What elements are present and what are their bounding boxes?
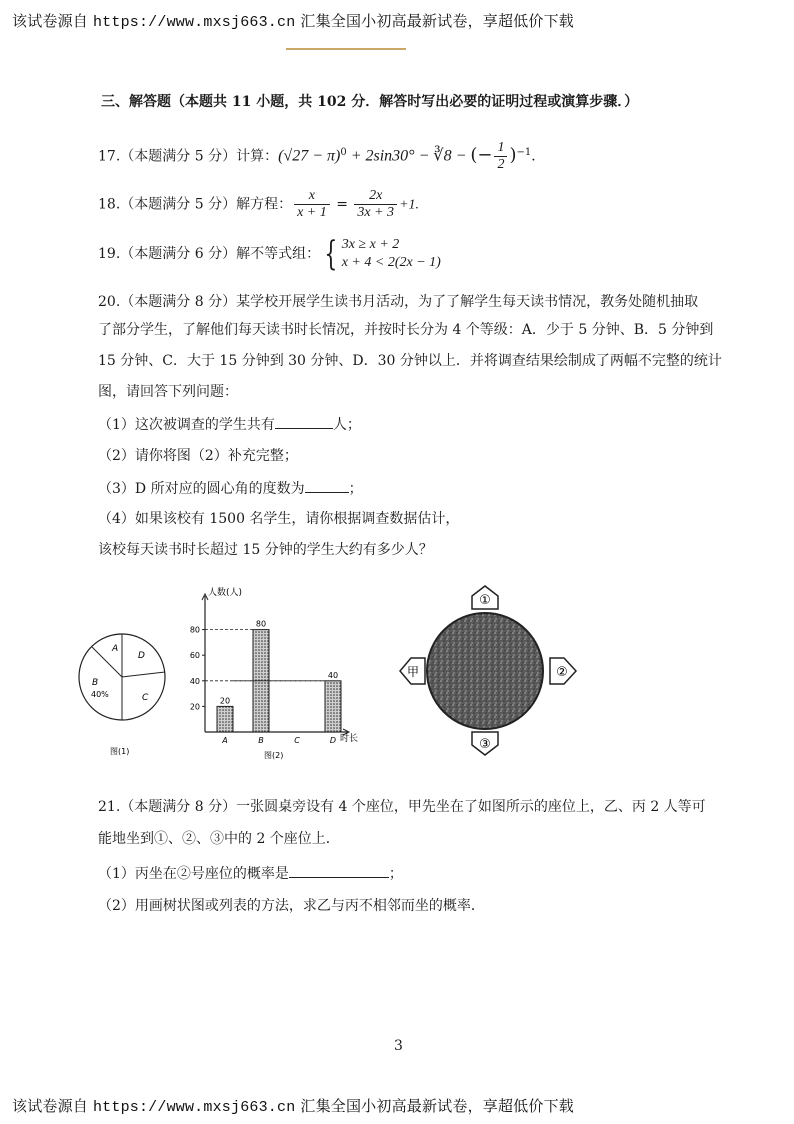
q18-tail: +1. bbox=[399, 197, 420, 213]
source-banner-bottom bbox=[12, 1095, 574, 1116]
pie-caption: 图(1) bbox=[110, 747, 130, 756]
q19-label: 19.（本题满分 6 分）解不等式组： bbox=[98, 246, 321, 262]
pie-label-a: A bbox=[112, 644, 119, 654]
seat-2-label: ② bbox=[556, 665, 568, 680]
system-brace-icon: { bbox=[324, 234, 338, 274]
banner-url[interactable]: https://www.mxsj663.cn bbox=[92, 14, 296, 31]
banner-prefix: 该试卷源自 bbox=[12, 12, 93, 30]
q20-sub4: （4）如果该校有 1500 名学生，请你根据调查数据估计， bbox=[98, 511, 460, 527]
bar-y-axis-label: 人数(人) bbox=[208, 588, 243, 598]
bar-y-tick-label: 80 bbox=[189, 625, 200, 635]
q17-frac-num: 1 bbox=[494, 140, 507, 157]
q18-lhs-fraction bbox=[294, 188, 330, 221]
q20-sub4b: 该校每天读书时长超过 15 分钟的学生大约有多少人？ bbox=[98, 542, 433, 558]
answer-blank[interactable] bbox=[275, 414, 333, 429]
q17-frac-den: 2 bbox=[497, 157, 505, 172]
bar-category-label: A bbox=[222, 736, 228, 745]
q19-system bbox=[342, 236, 441, 272]
section-header: 三、解答题（本题共 11 小题，共 102 分．解答时写出必要的证明过程或演算步骤．） bbox=[101, 94, 639, 110]
question-19 bbox=[98, 236, 441, 272]
q21-sub1 bbox=[98, 863, 403, 884]
q20-sub1-text: （1）这次被调查的学生共有 bbox=[98, 417, 275, 433]
bar-x-axis-label: 时长 bbox=[340, 734, 359, 744]
banner-url[interactable]: https://www.mxsj663.cn bbox=[92, 1099, 296, 1116]
q18-lhs-den: x + 1 bbox=[297, 205, 327, 220]
q17-label: 17.（本题满分 5 分）计算： bbox=[98, 148, 279, 165]
page-number: 3 bbox=[394, 1038, 403, 1054]
round-table bbox=[427, 613, 543, 729]
answer-blank[interactable] bbox=[305, 478, 349, 493]
pie-label-d: D bbox=[138, 651, 145, 661]
q20-sub2: （2）请你将图（2）补充完整； bbox=[98, 448, 298, 464]
bar-category-label: C bbox=[294, 736, 300, 745]
q21-line2: 能地坐到①、②、③中的 2 个座位上． bbox=[98, 831, 340, 847]
q20-line1: 20.（本题满分 8 分）某学校开展学生读书月活动，为了了解学生每天读书情况，教务处随机抽取 bbox=[98, 294, 699, 310]
banner-prefix: 该试卷源自 bbox=[12, 1097, 93, 1115]
q17-expr-a: (√27 − π) bbox=[278, 147, 341, 165]
q17-expr-b: + 2sin30° − ∛8 − bbox=[346, 147, 471, 165]
bar-value-label: 40 bbox=[327, 670, 339, 680]
q20-sub3-text: （3）D 所对应的圆心角的度数为 bbox=[98, 481, 305, 497]
seat-3-label: ③ bbox=[479, 737, 491, 752]
bar-chart-figure bbox=[180, 580, 370, 765]
q18-rhs-fraction bbox=[354, 188, 397, 221]
q19-ineq2: x + 4 < 2(2x − 1) bbox=[341, 255, 441, 270]
pie-label-c: C bbox=[142, 693, 149, 703]
q20-sub1-tail: 人； bbox=[332, 417, 361, 433]
q17-exp0: 0 bbox=[340, 146, 347, 158]
round-table-figure bbox=[398, 584, 580, 756]
bar-value-label: 80 bbox=[255, 619, 267, 629]
bar-category-label: B bbox=[258, 736, 264, 745]
q18-label: 18.（本题满分 5 分）解方程： bbox=[98, 196, 293, 213]
seat-1-label: ① bbox=[479, 593, 491, 608]
q18-rhs-den: 3x + 3 bbox=[357, 205, 395, 220]
q19-ineq1: 3x ≥ x + 2 bbox=[341, 237, 400, 252]
q21-sub1-text: （1）丙坐在②号座位的概率是 bbox=[98, 866, 289, 882]
question-17: 17.（本题满分 5 分）计算：$(√27 - \pi)^0 + 2\sin 30^\circ$ − ∛8 − (− $\frac{1}{2}$ )$^{-1}$． bbox=[98, 140, 546, 172]
source-banner-top bbox=[12, 10, 574, 31]
pie-divider-d-c bbox=[122, 672, 165, 677]
question-18: 18.（本题满分 5 分）解方程： $\frac{x}{x + 1}$ = $\frac{2x}{3x + 3}$ +1. bbox=[98, 188, 420, 220]
bar-value-label: 20 bbox=[219, 696, 231, 706]
bar-y-tick-label: 60 bbox=[189, 651, 200, 661]
q18-lhs-num: x bbox=[294, 188, 330, 205]
q20-sub1 bbox=[98, 414, 361, 435]
banner-suffix: 汇集全国小初高最新试卷，享超低价下载 bbox=[295, 12, 574, 30]
q20-line4: 图，请回答下列问题： bbox=[98, 384, 238, 400]
pie-chart-figure bbox=[74, 622, 174, 762]
bar-y-tick-label: 40 bbox=[189, 676, 200, 686]
q20-sub3 bbox=[98, 478, 363, 499]
pie-label-b-percent: 40% bbox=[91, 690, 109, 699]
q18-rhs-num: 2x bbox=[354, 188, 397, 205]
q21-line1: 21.（本题满分 8 分）一张圆桌旁设有 4 个座位，甲先坐在了如图所示的座位上，乙、丙 2 人等可 bbox=[98, 799, 706, 815]
q17-exp-neg1: −1 bbox=[516, 146, 532, 158]
answer-blank[interactable] bbox=[289, 863, 389, 878]
bar-category-label: D bbox=[329, 736, 337, 745]
q21-sub2: （2）用画树状图或列表的方法，求乙与丙不相邻而坐的概率． bbox=[98, 898, 485, 914]
q20-sub3-tail: ； bbox=[348, 481, 363, 497]
q21-sub1-tail: ； bbox=[388, 866, 403, 882]
bar-y-tick-label: 20 bbox=[189, 702, 200, 712]
bar-caption: 图(2) bbox=[264, 751, 284, 760]
seat-jia-label: 甲 bbox=[406, 665, 420, 679]
bar-A bbox=[217, 706, 233, 732]
banner-suffix: 汇集全国小初高最新试卷，享超低价下载 bbox=[295, 1097, 574, 1115]
q20-line3: 15 分钟、C．大于 15 分钟到 30 分钟、D．30 分钟以上．并将调查结果绘制成了两幅不完整的统计 bbox=[98, 353, 722, 369]
bar-D bbox=[325, 681, 341, 732]
pie-label-b: B bbox=[92, 678, 99, 688]
q17-fraction bbox=[494, 140, 507, 173]
q20-line2: 了部分学生，了解他们每天读书时长情况，并按时长分为 4 个等级：A．少于 5 分钟、B．5 分钟到 bbox=[98, 322, 714, 338]
decorative-top-line bbox=[286, 48, 406, 50]
